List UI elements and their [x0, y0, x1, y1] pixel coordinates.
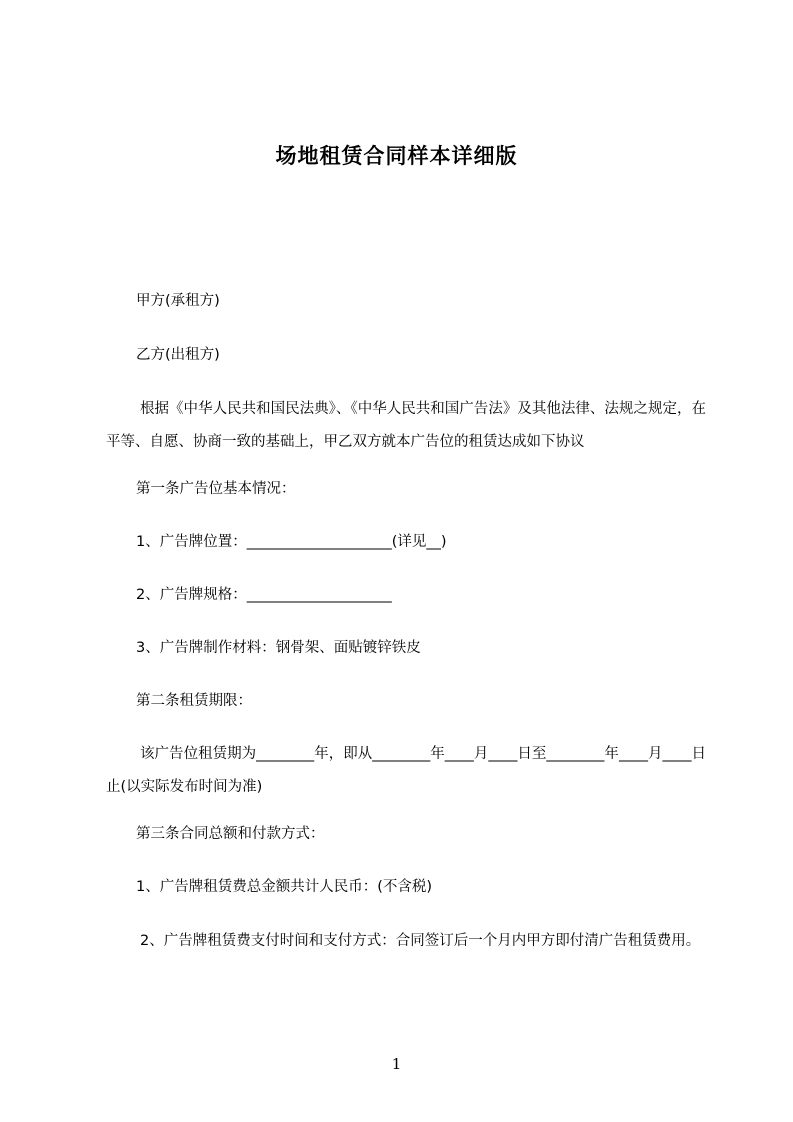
- party-a-line: 甲方(承租方): [136, 293, 220, 309]
- article-2-term-paragraph: [106, 738, 706, 804]
- article-1-heading: 第一条广告位基本情况：: [136, 481, 296, 497]
- party-b-line: 乙方(出租方): [136, 347, 220, 363]
- preamble-text: 根据《中华人民共和国民法典》、《中华人民共和国广告法》及其他法律、法规之规定，在平等、自愿、协商一致的基础上，甲乙双方就本广告位的租赁达成如下协议: [106, 401, 706, 450]
- article-3-item-2-text: 2、广告牌租赁费支付时间和支付方式：合同签订后一个月内甲方即付清广告租赁费用。: [140, 933, 701, 949]
- article-1-item-3: 3、广告牌制作材料：钢骨架、面贴镀锌铁皮: [136, 640, 421, 656]
- article-2-heading: 第二条租赁期限：: [136, 693, 252, 709]
- article-3-item-1: 1、广告牌租赁费总金额共计人民币：(不含税): [136, 879, 433, 895]
- article-2-term-text: 该广告位租赁期为________年，即从________年____月____日至________年____月____日止(以实际发布时间为准): [106, 746, 706, 795]
- article-1-item-2: 2、广告牌规格：____________________: [136, 587, 392, 603]
- article-1-item-1: 1、广告牌位置：____________________(详见__): [136, 534, 447, 550]
- preamble-paragraph: [106, 393, 706, 459]
- page-number: 1: [391, 1055, 402, 1073]
- document-title: 场地租赁合同样本详细版: [275, 144, 518, 168]
- article-3-heading: 第三条合同总额和付款方式：: [136, 826, 325, 842]
- article-3-item-2-paragraph: [106, 925, 706, 958]
